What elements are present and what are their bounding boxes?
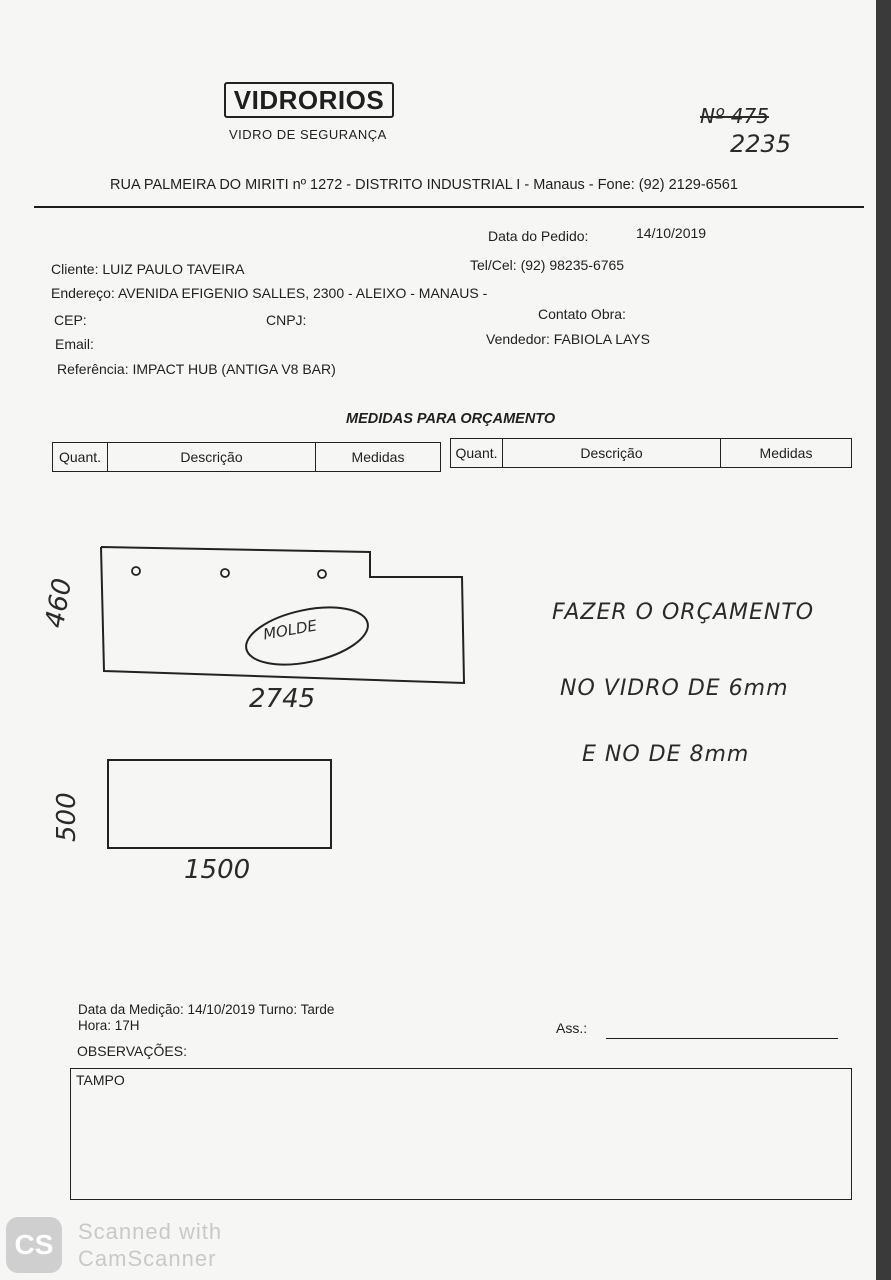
camscanner-logo-text: CS [14,1229,54,1260]
col-measures: Medidas [351,449,405,465]
camscanner-logo [6,1217,62,1273]
contact-label: Contato Obra: [538,306,626,322]
piece1-width: 2745 [249,684,316,714]
observations-box [70,1068,852,1200]
mold-label: MOLDE [261,616,319,644]
header-divider [34,206,864,208]
camscanner-watermark [78,1218,222,1272]
measures-title: MEDIDAS PARA ORÇAMENTO [346,411,556,427]
piece2-outline [108,760,331,848]
client-phone: Tel/Cel: (92) 98235-6765 [470,257,625,273]
piece1-height: 460 [40,576,79,631]
order-date-label: Data do Pedido: [488,228,589,244]
reference: Referência: IMPACT HUB (ANTIGA V8 BAR) [57,361,336,377]
cep-label: CEP: [54,312,87,328]
measures-table-left [52,442,441,472]
note-line-3: E NO DE 8mm [582,742,750,767]
hole-3 [318,570,326,578]
col-quant: Quant. [53,443,108,471]
observations-label: OBSERVAÇÕES: [77,1043,187,1059]
col-measures: Medidas [759,445,813,461]
piece2-width: 1500 [184,855,251,885]
sketch-drawing [0,530,876,910]
hole-1 [132,567,140,575]
watermark-line-2: CamScanner [78,1246,217,1271]
company-address: RUA PALMEIRA DO MIRITI nº 1272 - DISTRITO INDUSTRIAL I - Manaus - Fone: (92) 2129-6561 [110,177,738,193]
hole-2 [221,569,229,577]
observations-text: TAMPO [76,1072,125,1088]
measures-table-right [450,438,852,468]
cnpj-label: CNPJ: [266,312,307,328]
piece2-height: 500 [52,792,82,842]
col-description: Descrição [108,443,316,471]
col-quant: Quant. [451,439,503,467]
order-number-handwritten: 2235 [730,130,792,158]
order-date-value: 14/10/2019 [636,225,707,241]
signature-label: Ass.: [556,1020,588,1036]
client-name: Cliente: LUIZ PAULO TAVEIRA [51,261,245,277]
client-address: Endereço: AVENIDA EFIGENIO SALLES, 2300 - ALEIXO - MANAUS - [51,285,488,301]
email-label: Email: [55,336,94,352]
brand-tagline: VIDRO DE SEGURANÇA [229,127,387,142]
order-number-printed: Nº 475 [700,104,769,128]
brand-name: VIDRORIOS [233,84,385,115]
brand-logo [224,82,394,118]
seller-name: Vendedor: FABIOLA LAYS [486,331,650,347]
signature-line [606,1038,838,1039]
note-line-2: NO VIDRO DE 6mm [560,676,789,701]
col-description: Descrição [503,439,721,467]
measure-date: Data da Medição: 14/10/2019 Turno: Tarde [78,1002,335,1017]
note-line-1: FAZER O ORÇAMENTO [552,600,815,625]
watermark-line-1: Scanned with [78,1219,223,1244]
measure-hour: Hora: 17H [78,1018,140,1033]
